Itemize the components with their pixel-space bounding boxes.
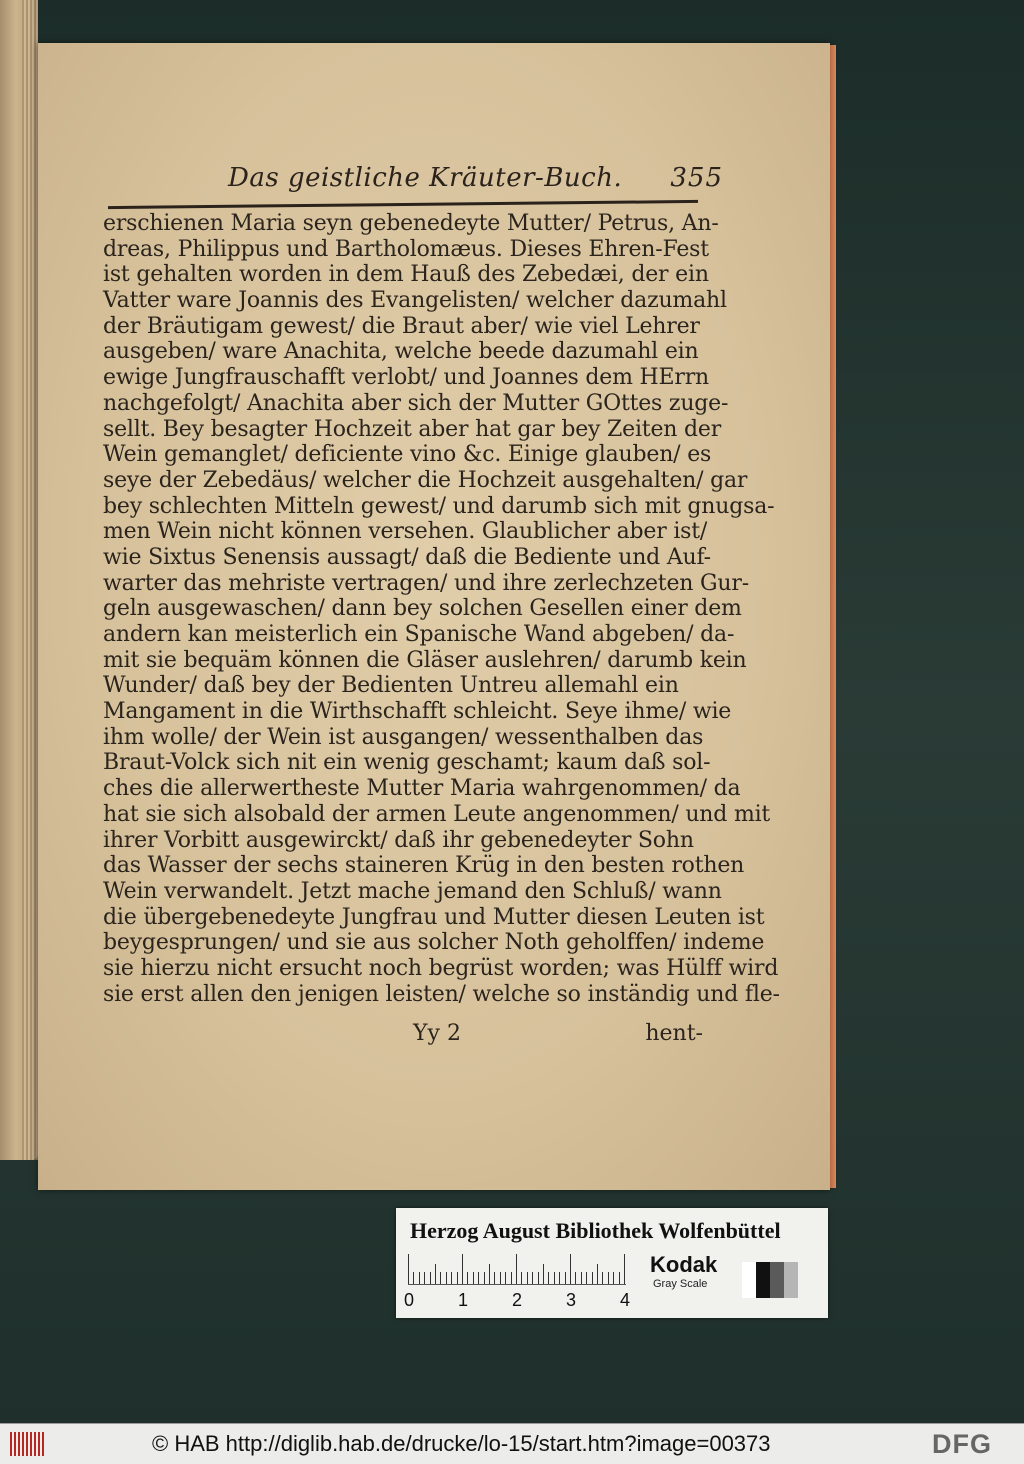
ruler-tick [613,1272,614,1284]
ruler-tick [500,1272,501,1284]
ruler-tick [548,1272,549,1284]
text-line: warter das mehriste vertragen/ und ihre zerlechzeten Gur- [103,570,749,596]
text-line: sie erst allen den jenigen leisten/ welche so inständig und fle- [103,981,780,1007]
ruler-tick [527,1272,528,1284]
text-line: andern kan meisterlich ein Spanische Wand abgeben/ da- [103,622,735,647]
ruler-tick [473,1272,474,1284]
ruler-tick [462,1254,463,1284]
ruler-tick [430,1272,431,1284]
text-line: die übergebenedeyte Jungfrau und Mutter diesen Leuten ist [103,904,765,930]
text-line: ches die allerwertheste Mutter Maria wahrgenommen/ da [103,776,741,802]
viewer-footer-bar [0,1423,1024,1464]
previous-page-edge [0,0,38,1160]
scale-number: 3 [566,1290,577,1310]
ruler-tick [489,1264,490,1284]
text-line: mit sie bequäm können die Gläser auslehren/ darumb kein [103,647,747,673]
scale-number: 1 [458,1290,469,1310]
ruler-tick [619,1272,620,1284]
ruler-tick [538,1272,539,1284]
ruler-tick [440,1272,441,1284]
ruler-scale [408,1254,626,1285]
ruler-tick [521,1272,522,1284]
page-stack-edge [22,0,38,1160]
ruler-tick [419,1272,420,1284]
ruler-tick [602,1272,603,1284]
running-title: Das geistliche Kräuter-Buch. [228,163,623,193]
ruler-tick [581,1272,582,1284]
gray-patch [770,1262,784,1298]
text-line: das Wasser der sechs staineren Krüg in den besten rothen [103,853,745,879]
hab-logo-icon [10,1432,46,1456]
page-fore-edge [830,45,836,1188]
gray-patch [742,1262,756,1298]
text-line: hat sie sich alsobald der armen Leute angenommen/ und mit [103,801,771,827]
text-line: ihrer Vorbitt ausgewirckt/ daß ihr gebenedeyter Sohn [103,827,694,853]
text-line: Wein gemanglet/ deficiente vino &c. Einige glauben/ es [103,442,712,468]
text-line: Braut-Volck sich nit ein wenig geschamt; kaum daß sol- [103,750,711,776]
ruler-tick [505,1272,506,1284]
scale-number: 4 [620,1290,631,1310]
text-line: beygesprungen/ und sie aus solcher Noth geholffen/ indeme [103,930,765,956]
book-page [38,43,830,1190]
running-head [228,163,723,203]
kodak-logo: Kodak [650,1252,718,1277]
body-text [103,211,780,1007]
text-line: Wein verwandelt. Jetzt mache jemand den Schluß/ wann [103,878,722,904]
text-line: ist gehalten worden in dem Hauß des Zebedæi, der ein [103,262,709,288]
ruler-tick [451,1272,452,1284]
text-line: men Wein nicht können versehen. Glaublicher aber ist/ [103,519,708,545]
ruler-tick [570,1254,571,1284]
text-line: sellt. Bey besagter Hochzeit aber hat gar bey Zeiten der [103,416,722,442]
text-line: bey schlechten Mitteln gewest/ und darumb sich mit gnugsa- [103,493,775,519]
ruler-tick [446,1272,447,1284]
ruler-tick [554,1272,555,1284]
signature-mark: Yy 2 [413,1021,461,1046]
copyright-link[interactable]: © HAB http://diglib.hab.de/drucke/lo-15/start.htm?image=00373 [152,1431,771,1456]
text-line: erschienen Maria seyn gebenedeyte Mutter/ Petrus, An- [103,211,719,236]
text-line: geln ausgewaschen/ dann bey solchen Gesellen einer dem [103,596,742,622]
ruler-tick [413,1272,414,1284]
text-line: dreas, Philippus und Bartholomæus. Dieses Ehren-Fest [103,236,709,262]
text-line: sie hierzu nicht ersucht noch begrüst worden; was Hülff wird [103,955,779,981]
text-line: seye der Zebedäus/ welcher die Hochzeit ausgehalten/ gar [103,467,748,493]
ruler-tick [424,1272,425,1284]
ruler-tick [592,1272,593,1284]
ruler-tick [608,1272,609,1284]
ruler-tick [435,1264,436,1284]
text-line: ewige Jungfrauschafft verlobt/ und Joannes dem HErrn [103,365,709,391]
ruler-tick [511,1272,512,1284]
scale-number: 2 [512,1290,523,1310]
ruler-tick [532,1272,533,1284]
ruler-tick [516,1254,517,1284]
ruler-tick [457,1272,458,1284]
ruler-tick [565,1272,566,1284]
text-line: Vatter ware Joannis des Evangelisten/ welcher dazumahl [103,288,727,314]
ruler-tick [494,1272,495,1284]
scale-number: 0 [404,1290,415,1310]
gray-patch [784,1262,798,1298]
page-footer [103,1021,703,1051]
gray-scale-label: Gray Scale [653,1278,708,1290]
text-line: wie Sixtus Senensis aussagt/ daß die Bediente und Auf- [103,544,711,570]
dfg-logo: DFG [932,1429,992,1459]
ruler-tick [597,1264,598,1284]
gray-patch [756,1262,770,1298]
ruler-tick [484,1272,485,1284]
ruler-tick [586,1272,587,1284]
text-line: nachgefolgt/ Anachita aber sich der Mutter GOttes zuge- [103,390,729,416]
text-line: ausgeben/ ware Anachita, welche beede dazumahl ein [103,339,699,365]
text-line: Wunder/ daß bey der Bedienten Untreu allemahl ein [103,673,679,699]
library-color-card [396,1208,828,1318]
ruler-tick [408,1254,409,1284]
text-line: Mangament in die Wirthschafft schleicht. Seye ihme/ wie [103,699,732,725]
ruler-tick [467,1272,468,1284]
ruler-tick [624,1254,625,1284]
text-line: der Bräutigam gewest/ die Braut aber/ wie viel Lehrer [103,313,700,339]
ruler-tick [478,1272,479,1284]
page-number: 355 [670,163,723,193]
text-line: ihm wolle/ der Wein ist ausgangen/ wessenthalben das [103,724,704,750]
ruler-tick [575,1272,576,1284]
library-name: Herzog August Bibliothek Wolfenbüttel [410,1218,781,1243]
ruler-tick [559,1272,560,1284]
ruler-tick [543,1264,544,1284]
catchword: hent- [645,1021,703,1046]
